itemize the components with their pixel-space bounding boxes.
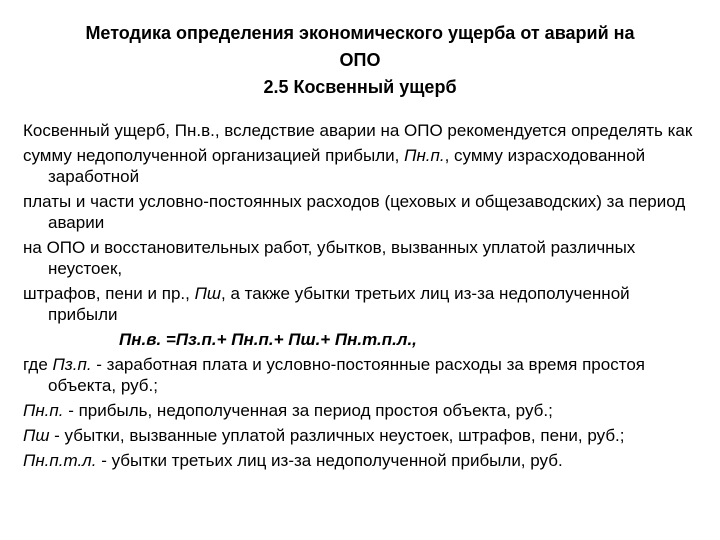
paragraph-3-text: платы и части условно-постоянных расходов (цеховых и общезаводских) за период аварии: [23, 192, 686, 232]
paragraph-5: [23, 283, 695, 325]
term-pzp: Пз.п.: [52, 355, 92, 374]
definition-prefix: где: [23, 355, 53, 374]
title-line-2: ОПО: [339, 50, 381, 70]
paragraph-2-text-end: , сумму израсходованной заработной: [48, 146, 646, 186]
slide-subtitle: 2.5 Косвенный ущерб: [263, 77, 457, 97]
paragraph-3: [23, 191, 695, 233]
paragraph-5-text-end: , а также убытки третьих лиц из-за недополученной прибыли: [48, 284, 630, 324]
paragraph-2: [23, 145, 695, 187]
term-psh-def: Пш: [23, 426, 50, 445]
paragraph-4: [23, 237, 695, 279]
definition-pnptl-text: - убытки третьих лиц из-за недополученной прибыли, руб.: [96, 451, 563, 470]
paragraph-1-text: Косвенный ущерб, Пн.в., вследствие аварии на ОПО рекомендуется определять как: [23, 121, 693, 140]
paragraph-5-text: штрафов, пени и пр.,: [23, 284, 195, 303]
term-pnp: Пн.п.: [404, 146, 445, 165]
term-pnp-def: Пн.п.: [23, 401, 64, 420]
paragraph-2-text: сумму недополученной организацией прибыли,: [23, 146, 405, 165]
definition-pnp-text: - прибыль, недополученная за период простоя объекта, руб.;: [63, 401, 553, 420]
slide-body: [23, 120, 695, 475]
definition-pnp: [23, 400, 695, 421]
definition-pzp-text: - заработная плата и условно-постоянные расходы за время простоя объекта, руб.;: [48, 355, 645, 395]
definition-pnptl: [23, 450, 695, 471]
slide-title: [30, 20, 690, 101]
definition-pzp: [23, 354, 695, 396]
definition-psh: [23, 425, 695, 446]
title-line-1: Методика определения экономического ущерба от аварий на: [85, 23, 635, 43]
term-pnptl: Пн.п.т.л.: [23, 451, 97, 470]
paragraph-1: [23, 120, 695, 141]
paragraph-4-text: на ОПО и восстановительных работ, убытков, вызванных уплатой различных неустоек,: [23, 238, 636, 278]
formula: Пн.в. =Пз.п.+ Пн.п.+ Пш.+ Пн.т.п.л.,: [119, 330, 417, 349]
definition-psh-text: - убытки, вызванные уплатой различных неустоек, штрафов, пени, руб.;: [49, 426, 625, 445]
term-psh: Пш: [194, 284, 222, 303]
